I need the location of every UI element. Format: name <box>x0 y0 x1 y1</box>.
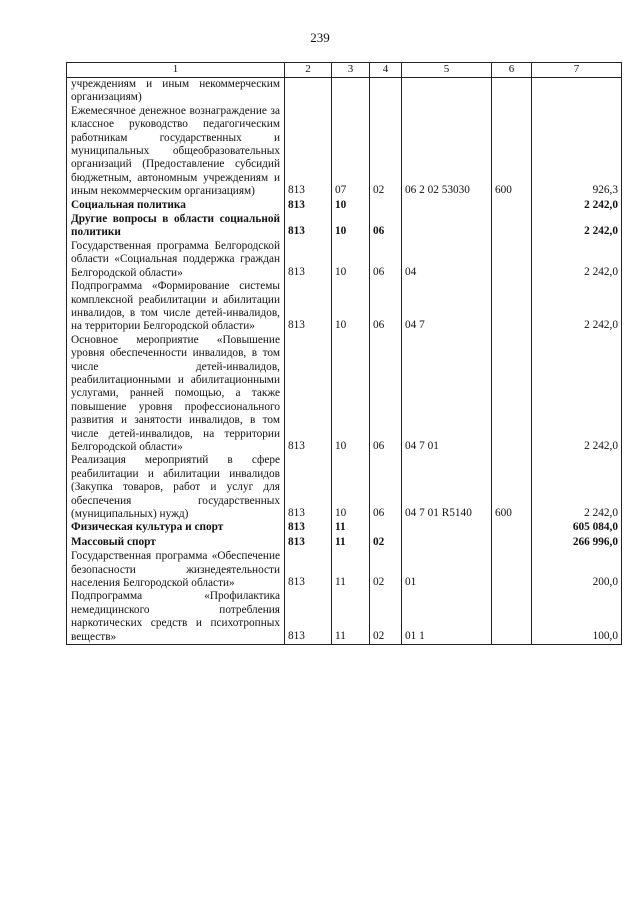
budget-table <box>66 62 622 645</box>
row-name-cell: Другие вопросы в области социальной политики <box>67 213 285 240</box>
row-target-article-cell <box>402 536 492 550</box>
row-section-code-cell: 11 <box>332 590 370 644</box>
row-expense-type-cell <box>492 213 532 240</box>
row-name-cell: Основное мероприятие «Повышение уровня обеспеченности инвалидов, в том числе детей-инвалидов, реабилитационными и абилитационными услугами, ранней помощью, а также повышение уровня профессионального развития и занятости инвалидов, в том числе детей-инвалидов, на территории Белгородской области» <box>67 334 285 455</box>
row-subsection-code-cell <box>370 78 402 105</box>
page-number: 239 <box>310 30 330 45</box>
row-amount-cell: 100,0 <box>532 590 622 644</box>
header-cell: 6 <box>492 63 532 78</box>
row-amount-cell <box>532 78 622 105</box>
row-section-code-cell <box>332 78 370 105</box>
table-row <box>67 334 622 455</box>
row-amount-cell: 266 996,0 <box>532 536 622 550</box>
row-subsection-code-cell: 02 <box>370 590 402 644</box>
row-ved-code-cell: 813 <box>285 454 332 521</box>
row-subsection-code-cell: 06 <box>370 334 402 455</box>
row-name-cell: Физическая культура и спорт <box>67 521 285 535</box>
table-row <box>67 521 622 535</box>
header-cell: 4 <box>370 63 402 78</box>
row-name-cell: учреждениям и иным некоммерческим организациям) <box>67 78 285 105</box>
row-subsection-code-cell: 06 <box>370 280 402 334</box>
row-target-article-cell: 01 1 <box>402 590 492 644</box>
row-section-code-cell: 10 <box>332 334 370 455</box>
row-section-code-cell: 11 <box>332 536 370 550</box>
row-ved-code-cell <box>285 78 332 105</box>
row-expense-type-cell <box>492 280 532 334</box>
table-row <box>67 454 622 521</box>
row-name-cell: Массовый спорт <box>67 536 285 550</box>
table-row <box>67 105 622 199</box>
table-row <box>67 78 622 105</box>
row-amount-cell: 2 242,0 <box>532 454 622 521</box>
row-section-code-cell: 11 <box>332 521 370 535</box>
row-ved-code-cell: 813 <box>285 240 332 280</box>
row-subsection-code-cell: 02 <box>370 105 402 199</box>
row-target-article-cell <box>402 521 492 535</box>
row-subsection-code-cell: 06 <box>370 454 402 521</box>
row-subsection-code-cell: 02 <box>370 536 402 550</box>
row-section-code-cell: 10 <box>332 213 370 240</box>
row-amount-cell: 200,0 <box>532 550 622 590</box>
row-name-cell: Ежемесячное денежное вознаграждение за классное руководство педагогическим работникам государственных и муниципальных общеобразовательных организаций (Предоставление субсидий бюджетным, автономным учреждениям и иным некоммерческим организациям) <box>67 105 285 199</box>
table-row <box>67 280 622 334</box>
row-expense-type-cell: 600 <box>492 454 532 521</box>
row-expense-type-cell <box>492 536 532 550</box>
row-expense-type-cell <box>492 334 532 455</box>
row-target-article-cell: 04 7 01 R5140 <box>402 454 492 521</box>
row-target-article-cell: 01 <box>402 550 492 590</box>
row-subsection-code-cell: 06 <box>370 240 402 280</box>
table-row <box>67 240 622 280</box>
row-subsection-code-cell <box>370 521 402 535</box>
row-expense-type-cell <box>492 590 532 644</box>
row-expense-type-cell: 600 <box>492 105 532 199</box>
row-amount-cell: 926,3 <box>532 105 622 199</box>
row-name-cell: Реализация мероприятий в сфере реабилитации и абилитации инвалидов (Закупка товаров, работ и услуг для обеспечения государственных (муниципальных) нужд) <box>67 454 285 521</box>
table-row <box>67 213 622 240</box>
row-amount-cell: 2 242,0 <box>532 199 622 213</box>
row-section-code-cell: 10 <box>332 240 370 280</box>
row-target-article-cell <box>402 199 492 213</box>
table-body <box>67 78 622 645</box>
row-name-cell: Подпрограмма «Профилактика немедицинского потребления наркотических средств и психотропных веществ» <box>67 590 285 644</box>
row-expense-type-cell <box>492 240 532 280</box>
row-ved-code-cell: 813 <box>285 105 332 199</box>
row-target-article-cell: 04 7 <box>402 280 492 334</box>
row-ved-code-cell: 813 <box>285 550 332 590</box>
header-cell: 1 <box>67 63 285 78</box>
row-expense-type-cell <box>492 521 532 535</box>
header-cell: 5 <box>402 63 492 78</box>
row-amount-cell: 2 242,0 <box>532 280 622 334</box>
table-row <box>67 590 622 644</box>
row-target-article-cell <box>402 78 492 105</box>
row-subsection-code-cell <box>370 199 402 213</box>
row-ved-code-cell: 813 <box>285 536 332 550</box>
row-name-cell: Подпрограмма «Формирование системы комплексной реабилитации и абилитации инвалидов, в том числе детей-инвалидов, на территории Белгородской области» <box>67 280 285 334</box>
table-row <box>67 550 622 590</box>
header-row <box>67 63 622 78</box>
row-amount-cell: 2 242,0 <box>532 334 622 455</box>
row-target-article-cell: 06 2 02 53030 <box>402 105 492 199</box>
row-expense-type-cell <box>492 550 532 590</box>
row-section-code-cell: 07 <box>332 105 370 199</box>
row-target-article-cell: 04 <box>402 240 492 280</box>
row-name-cell: Государственная программа Белгородской области «Социальная поддержка граждан Белгородской области» <box>67 240 285 280</box>
row-amount-cell: 605 084,0 <box>532 521 622 535</box>
row-ved-code-cell: 813 <box>285 590 332 644</box>
row-amount-cell: 2 242,0 <box>532 240 622 280</box>
row-expense-type-cell <box>492 199 532 213</box>
row-ved-code-cell: 813 <box>285 280 332 334</box>
row-name-cell: Государственная программа «Обеспечение безопасности жизнедеятельности населения Белгородской области» <box>67 550 285 590</box>
row-section-code-cell: 10 <box>332 454 370 521</box>
row-subsection-code-cell: 02 <box>370 550 402 590</box>
row-ved-code-cell: 813 <box>285 213 332 240</box>
header-cell: 3 <box>332 63 370 78</box>
table-row <box>67 536 622 550</box>
row-ved-code-cell: 813 <box>285 199 332 213</box>
row-section-code-cell: 11 <box>332 550 370 590</box>
row-amount-cell: 2 242,0 <box>532 213 622 240</box>
table-row <box>67 199 622 213</box>
header-cell: 7 <box>532 63 622 78</box>
row-section-code-cell: 10 <box>332 199 370 213</box>
row-ved-code-cell: 813 <box>285 334 332 455</box>
row-subsection-code-cell: 06 <box>370 213 402 240</box>
row-ved-code-cell: 813 <box>285 521 332 535</box>
row-expense-type-cell <box>492 78 532 105</box>
row-name-cell: Социальная политика <box>67 199 285 213</box>
row-section-code-cell: 10 <box>332 280 370 334</box>
header-cell: 2 <box>285 63 332 78</box>
row-target-article-cell <box>402 213 492 240</box>
row-target-article-cell: 04 7 01 <box>402 334 492 455</box>
